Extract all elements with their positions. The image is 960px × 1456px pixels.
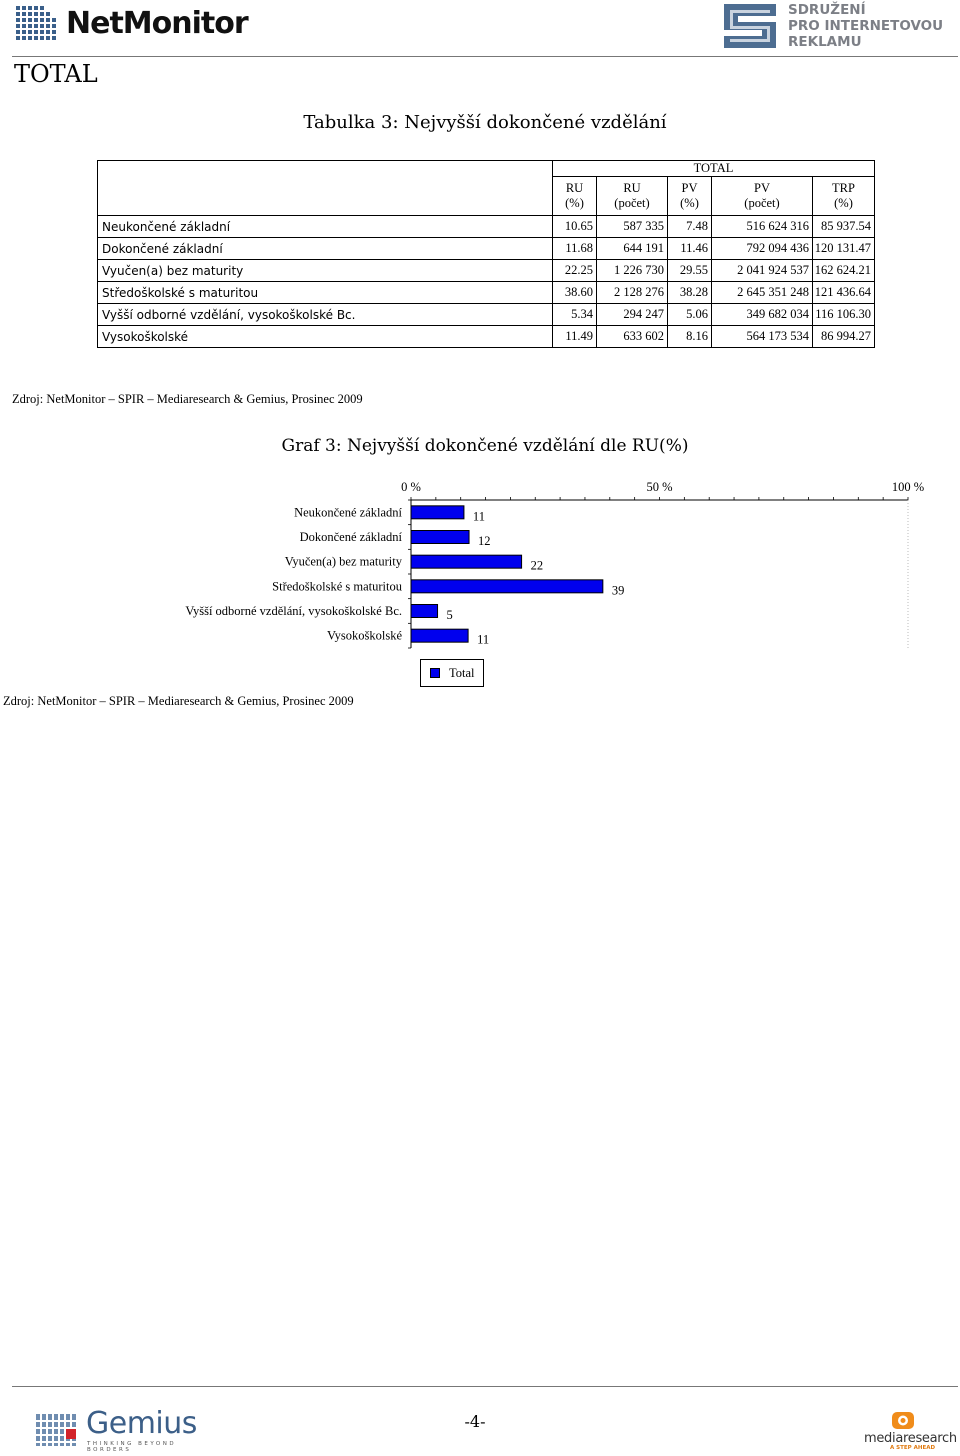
- row-label: Neukončené základní: [98, 216, 553, 238]
- legend-label: Total: [449, 666, 475, 680]
- column-header: [553, 177, 597, 216]
- bar: [411, 506, 464, 519]
- bar: [411, 629, 468, 642]
- table-cell: 7.48: [668, 216, 712, 238]
- chart-title: Graf 3: Nejvyšší dokončené vzdělání dle RU(%): [281, 436, 689, 456]
- table-cell: 2 128 276: [597, 282, 668, 304]
- netmonitor-logo-text: NetMonitor: [66, 6, 248, 41]
- row-label: Vyšší odborné vzdělání, vysokoškolské Bc.: [98, 304, 553, 326]
- column-header: [712, 177, 813, 216]
- table-cell: 644 191: [597, 238, 668, 260]
- data-label: 5: [446, 608, 453, 622]
- column-header: [668, 177, 712, 216]
- table-cell: 121 436.64: [813, 282, 875, 304]
- spir-logo-line: SDRUŽENÍ: [788, 2, 866, 18]
- table-row: [98, 216, 875, 238]
- education-table: [97, 160, 875, 348]
- table-group-header-row: [98, 161, 875, 177]
- category-label: Vysokoškolské: [326, 628, 402, 643]
- table-cell: 22.25: [553, 260, 597, 282]
- table-cell: 633 602: [597, 326, 668, 348]
- column-header-line2: (%): [834, 196, 853, 210]
- mediaresearch-logo-tagline: A STEP AHEAD: [890, 1445, 936, 1451]
- legend-swatch: [430, 668, 440, 678]
- x-tick-label: 100 %: [891, 480, 925, 494]
- table-cell: 38.28: [668, 282, 712, 304]
- table-cell: 1 226 730: [597, 260, 668, 282]
- table-title: Tabulka 3: Nejvyšší dokončené vzdělání: [303, 112, 667, 133]
- data-label: 11: [472, 509, 485, 524]
- column-header-line1: RU: [565, 181, 584, 195]
- column-header: [813, 177, 875, 216]
- table-source-note: Zdroj: NetMonitor – SPIR – Mediaresearch & Gemius, Prosinec 2009: [12, 392, 363, 406]
- bar: [411, 605, 438, 618]
- table-cell: 86 994.27: [813, 326, 875, 348]
- data-label: 22: [530, 558, 544, 573]
- category-label: Vyšší odborné vzdělání, vysokoškolské Bc.: [185, 604, 402, 618]
- table-row: [98, 238, 875, 260]
- bar: [411, 555, 522, 568]
- x-tick-label: 50 %: [646, 480, 673, 494]
- table-cell: 564 173 534: [712, 326, 813, 348]
- row-label: Středoškolské s maturitou: [98, 282, 553, 304]
- column-header-line2: (%): [680, 196, 699, 210]
- column-header-line1: TRP: [832, 181, 855, 195]
- column-header-line1: PV: [681, 181, 698, 195]
- table-cell: 29.55: [668, 260, 712, 282]
- table-cell: 294 247: [597, 304, 668, 326]
- table-cell: 2 645 351 248: [712, 282, 813, 304]
- table-cell: 8.16: [668, 326, 712, 348]
- table-cell: 120 131.47: [813, 238, 875, 260]
- x-tick-label: 0 %: [401, 480, 421, 494]
- page-number: -4-: [464, 1412, 486, 1431]
- table-cell: 2 041 924 537: [712, 260, 813, 282]
- table-cell: 11.68: [553, 238, 597, 260]
- spir-logo: [720, 2, 958, 50]
- table-cell: 5.34: [553, 304, 597, 326]
- header-divider: [12, 56, 958, 57]
- table-cell: 349 682 034: [712, 304, 813, 326]
- education-bar-chart: [0, 470, 960, 655]
- table-cell: 792 094 436: [712, 238, 813, 260]
- table-cell: 85 937.54: [813, 216, 875, 238]
- gemius-logo-text: Gemius: [86, 1406, 197, 1441]
- table-cell: 516 624 316: [712, 216, 813, 238]
- table-cell: 587 335: [597, 216, 668, 238]
- table-cell: 116 106.30: [813, 304, 875, 326]
- gemius-logo-tagline: THINKING BEYOND BORDERS: [87, 1441, 177, 1453]
- mediaresearch-logo: [862, 1410, 958, 1454]
- table-corner-cell: [98, 161, 553, 216]
- spir-logo-icon: [720, 2, 780, 50]
- data-label: 12: [478, 534, 491, 548]
- footer-divider: [12, 1386, 958, 1387]
- mediaresearch-logo-icon: [862, 1410, 958, 1432]
- data-label: 39: [611, 583, 625, 598]
- table-cell: 5.06: [668, 304, 712, 326]
- table-row: [98, 326, 875, 348]
- chart-legend: [420, 659, 484, 687]
- column-header-line2: (počet): [744, 196, 780, 210]
- table-cell: 11.49: [553, 326, 597, 348]
- chart-source-note: Zdroj: NetMonitor – SPIR – Mediaresearch & Gemius, Prosinec 2009: [3, 694, 354, 708]
- bar: [411, 531, 469, 544]
- table-cell: 10.65: [553, 216, 597, 238]
- table-cell: 38.60: [553, 282, 597, 304]
- category-label: Dokončené základní: [299, 530, 402, 544]
- data-label: 11: [477, 632, 490, 647]
- page-title: TOTAL: [14, 60, 98, 88]
- table-cell: 162 624.21: [813, 260, 875, 282]
- mediaresearch-logo-text: mediaresearch: [864, 1431, 957, 1446]
- netmonitor-logo-icon: [14, 4, 62, 48]
- column-header: [597, 177, 668, 216]
- table-row: [98, 260, 875, 282]
- spir-logo-line: PRO INTERNETOVOU: [788, 18, 944, 34]
- column-header-line1: RU: [623, 181, 641, 195]
- category-label: Vyučen(a) bez maturity: [284, 554, 402, 569]
- spir-logo-line: REKLAMU: [788, 34, 862, 50]
- table-row: [98, 282, 875, 304]
- column-header-line2: (%): [565, 196, 584, 210]
- table-group-header: TOTAL: [553, 161, 875, 177]
- category-label: Neukončené základní: [294, 505, 402, 520]
- table-row: [98, 304, 875, 326]
- column-header-line1: PV: [754, 181, 770, 195]
- row-label: Vysokoškolské: [98, 326, 553, 348]
- spir-logo-text: [788, 2, 943, 50]
- column-header-line2: (počet): [614, 196, 650, 210]
- table-cell: 11.46: [668, 238, 712, 260]
- netmonitor-logo: [14, 4, 248, 48]
- row-label: Dokončené základní: [98, 238, 553, 260]
- bar: [411, 580, 603, 593]
- category-label: Středoškolské s maturitou: [272, 579, 402, 594]
- row-label: Vyučen(a) bez maturity: [98, 260, 553, 282]
